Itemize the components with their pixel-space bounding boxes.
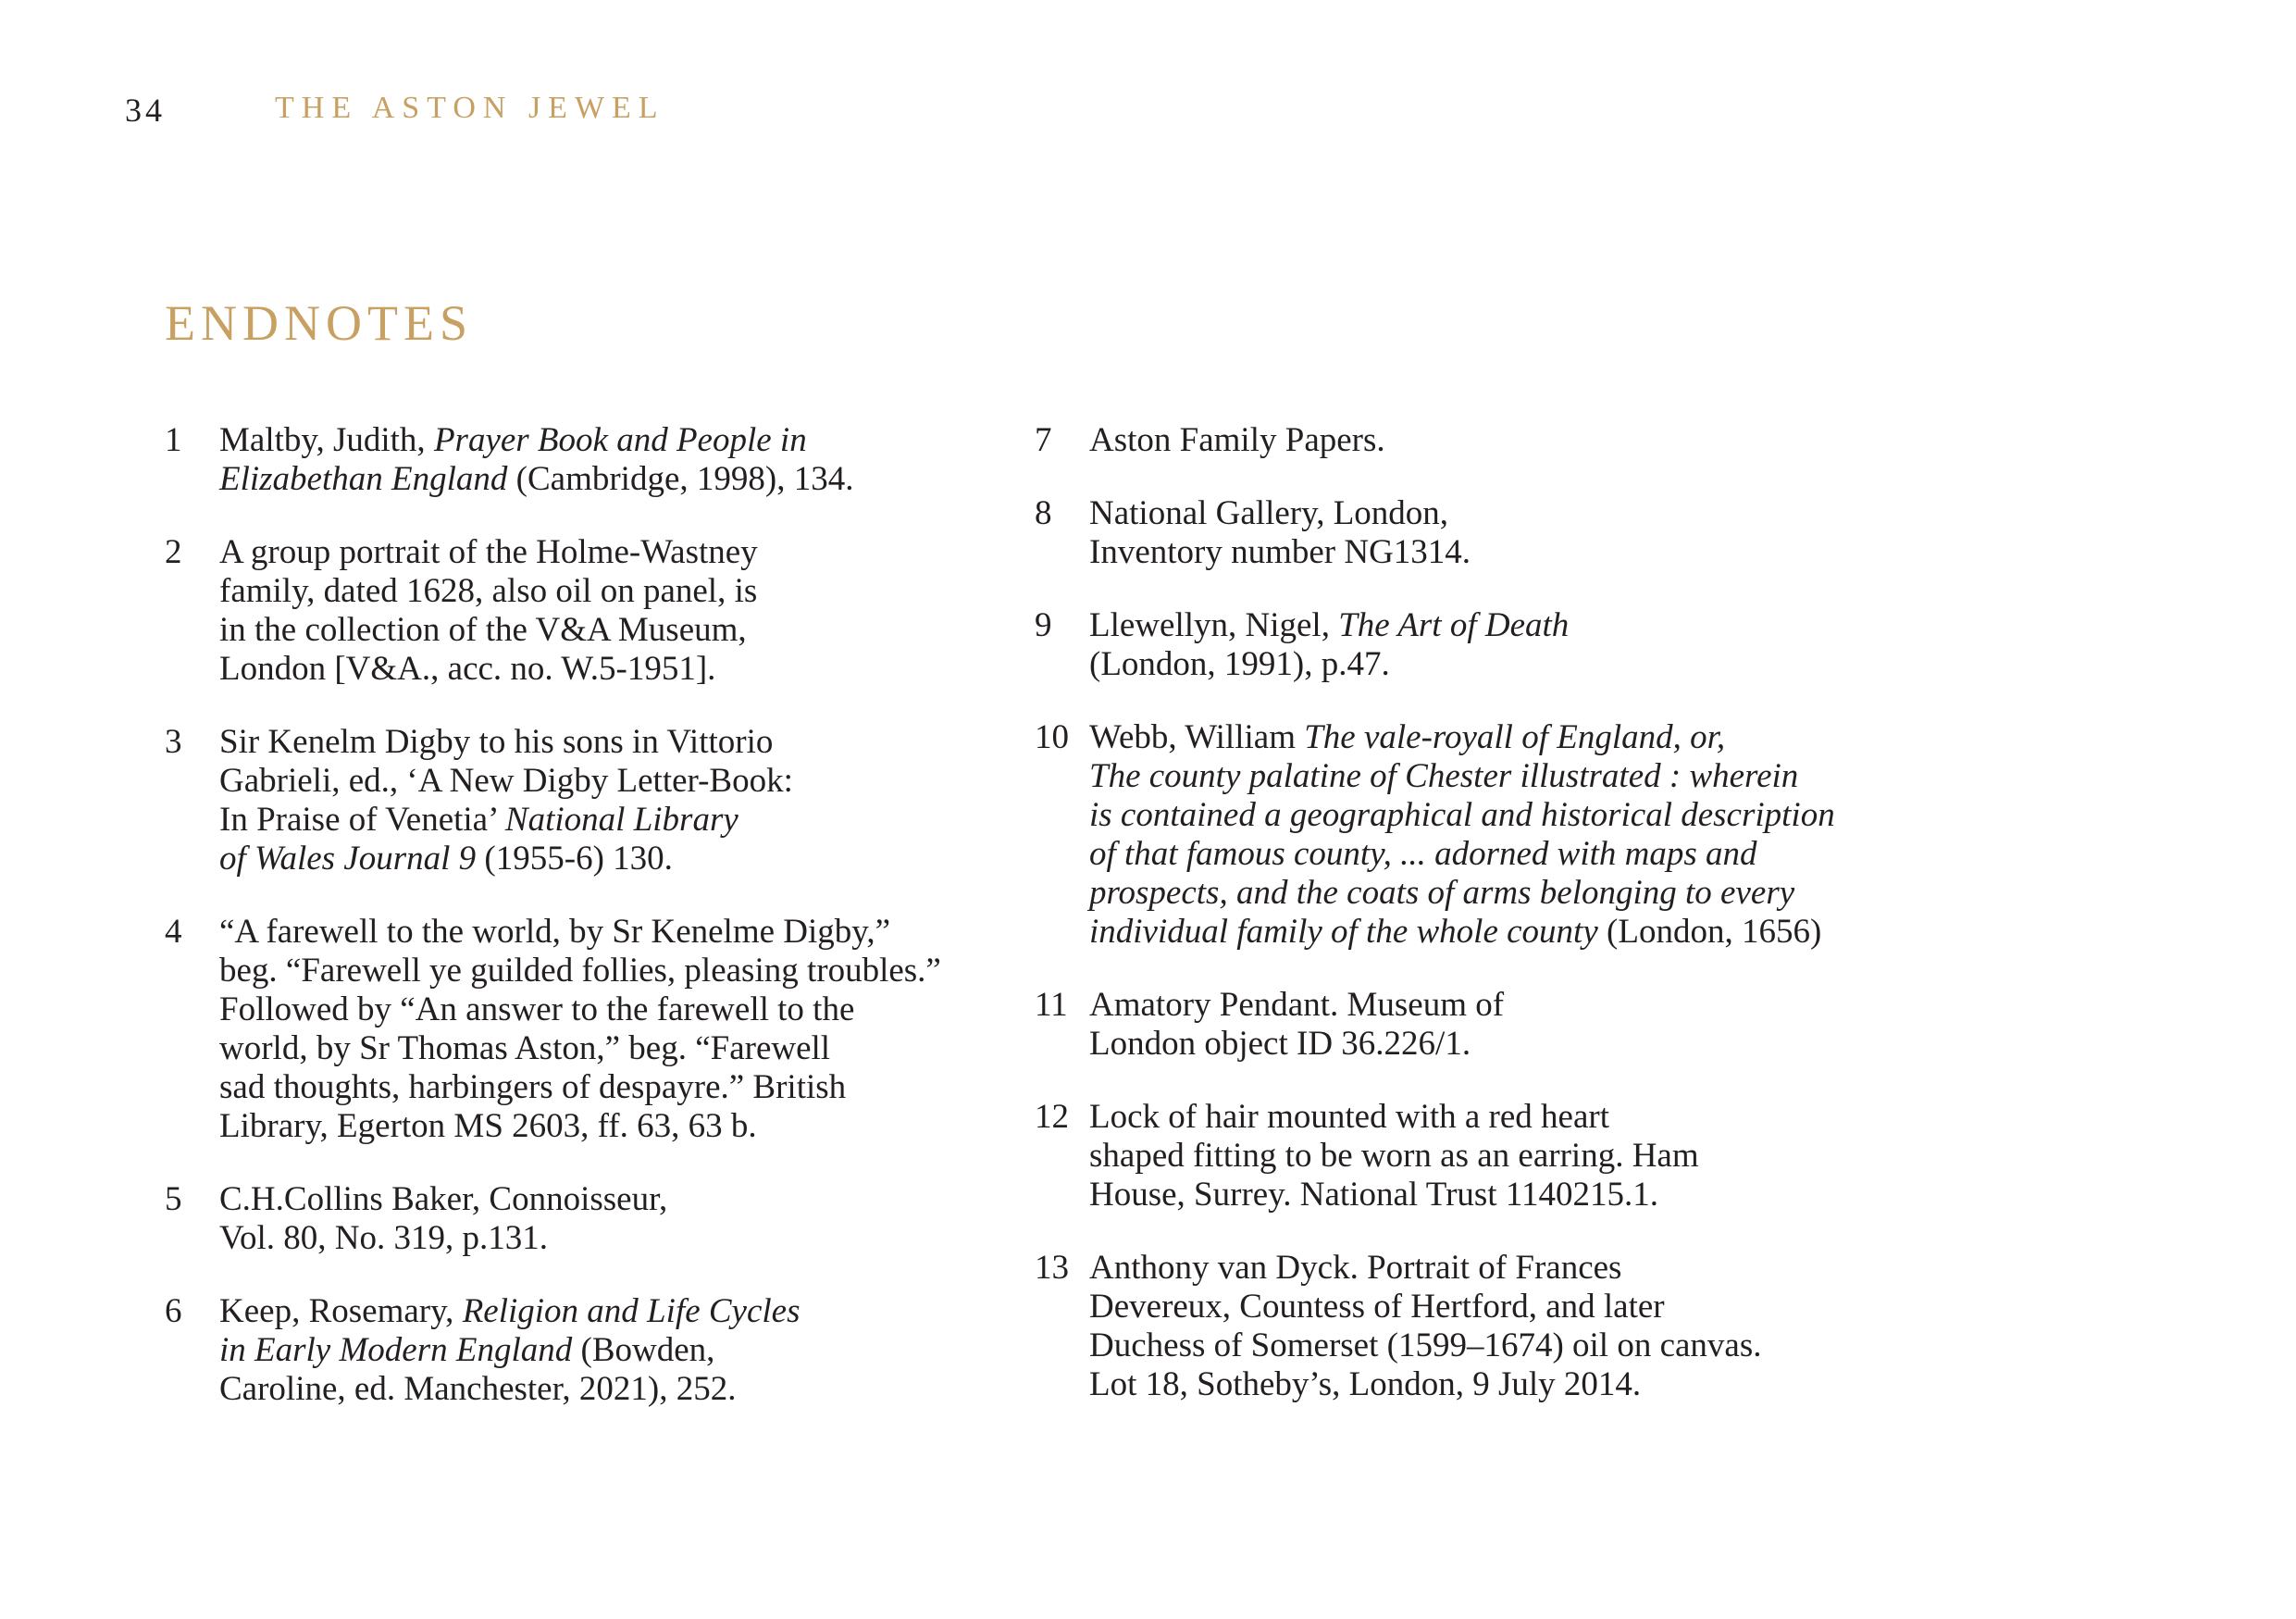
endnote-line: [1089, 1288, 1960, 1326]
endnote-segment: sad thoughts, harbingers of despayre.” British: [219, 1068, 847, 1106]
endnote-line: [1089, 913, 1960, 952]
endnote-number: 4: [165, 913, 182, 951]
endnote-segment: Lot 18, Sotheby’s, London, 9 July 2014.: [1089, 1365, 1642, 1403]
endnote-italic-segment: Elizabethan England: [219, 460, 508, 498]
endnote-line: [219, 421, 998, 460]
endnote-2: [165, 533, 998, 689]
endnote-5: [165, 1180, 998, 1258]
endnote-italic-segment: National Library: [504, 801, 738, 839]
endnote-line: [219, 1292, 998, 1331]
endnote-italic-segment: is contained a geographical and historical description: [1089, 796, 1835, 834]
endnote-line: [219, 1107, 998, 1146]
endnote-line: [1089, 533, 1960, 572]
section-heading: ENDNOTES: [165, 295, 473, 351]
endnote-line: [1089, 1025, 1960, 1064]
endnote-text: [1089, 1098, 1960, 1214]
endnote-line: [1089, 1098, 1960, 1137]
endnote-segment: (London, 1656): [1597, 913, 1822, 951]
endnote-line: [1089, 874, 1960, 913]
endnote-text: [1089, 606, 1960, 684]
endnote-text: [1089, 986, 1960, 1064]
endnote-8: [1035, 494, 1960, 572]
endnote-9: [1035, 606, 1960, 684]
endnote-text: [219, 723, 998, 878]
page-number: 34: [125, 92, 166, 129]
endnote-line: [1089, 606, 1960, 645]
endnote-line: [1089, 718, 1960, 757]
endnote-line: [219, 801, 998, 840]
endnote-7: [1035, 421, 1960, 460]
endnote-segment: beg. “Farewell ye guilded follies, pleasing troubles.”: [219, 952, 941, 990]
endnote-italic-segment: individual family of the whole county: [1089, 913, 1598, 951]
endnote-italic-segment: Religion and Life Cycles: [462, 1292, 800, 1330]
endnote-line: [219, 990, 998, 1029]
endnote-number: 12: [1035, 1098, 1069, 1136]
endnote-line: [1089, 757, 1960, 796]
endnote-line: [1089, 421, 1960, 460]
endnote-line: [1089, 1365, 1960, 1404]
endnote-segment: Maltby, Judith,: [219, 421, 434, 459]
endnote-segment: In Praise of Venetia’: [219, 801, 505, 839]
endnote-segment: House, Surrey. National Trust 1140215.1.: [1089, 1176, 1658, 1214]
endnote-segment: Aston Family Papers.: [1089, 421, 1385, 459]
endnotes-column-left: [165, 421, 998, 1443]
endnote-line: [219, 533, 998, 572]
endnote-text: [219, 1180, 998, 1258]
endnote-text: [1089, 718, 1960, 952]
endnote-italic-segment: The vale-royall of England, or,: [1304, 718, 1726, 756]
endnote-13: [1035, 1249, 1960, 1404]
endnote-6: [165, 1292, 998, 1409]
endnote-line: [1089, 835, 1960, 874]
endnote-line: [219, 840, 998, 878]
endnote-line: [1089, 1176, 1960, 1214]
endnote-line: [219, 1029, 998, 1068]
endnote-line: [1089, 1137, 1960, 1176]
endnote-text: [1089, 494, 1960, 572]
endnote-segment: Webb, William: [1089, 718, 1305, 756]
endnote-segment: Devereux, Countess of Hertford, and later: [1089, 1288, 1665, 1326]
endnote-line: [1089, 1249, 1960, 1288]
endnote-segment: C.H.Collins Baker, Connoisseur,: [219, 1180, 668, 1218]
endnote-number: 3: [165, 723, 182, 761]
endnote-line: [219, 723, 998, 762]
endnote-number: 10: [1035, 718, 1069, 756]
endnote-line: [219, 1370, 998, 1409]
endnote-italic-segment: in Early Modern England: [219, 1331, 573, 1369]
endnote-11: [1035, 986, 1960, 1064]
endnote-3: [165, 723, 998, 878]
endnote-italic-segment: of that famous county, ... adorned with maps and: [1089, 835, 1757, 873]
endnote-italic-segment: prospects, and the coats of arms belonging to every: [1089, 874, 1795, 912]
endnote-segment: Library, Egerton MS 2603, ff. 63, 63 b.: [219, 1107, 757, 1145]
endnote-line: [219, 572, 998, 611]
endnote-text: [1089, 421, 1960, 460]
endnote-line: [219, 913, 998, 952]
endnote-segment: shaped fitting to be worn as an earring. Ham: [1089, 1137, 1699, 1175]
endnote-segment: London object ID 36.226/1.: [1089, 1025, 1471, 1063]
endnote-text: [219, 533, 998, 689]
endnote-segment: world, by Sr Thomas Aston,” beg. “Farewell: [219, 1029, 831, 1067]
endnote-segment: A group portrait of the Holme-Wastney: [219, 533, 758, 571]
endnote-text: [219, 421, 998, 499]
endnote-line: [1089, 796, 1960, 835]
endnote-line: [219, 650, 998, 689]
endnote-number: 13: [1035, 1249, 1069, 1287]
endnote-number: 11: [1035, 986, 1068, 1024]
endnote-segment: Caroline, ed. Manchester, 2021), 252.: [219, 1370, 737, 1408]
endnote-1: [165, 421, 998, 499]
endnote-10: [1035, 718, 1960, 952]
endnote-4: [165, 913, 998, 1146]
endnote-number: 2: [165, 533, 182, 571]
endnote-12: [1035, 1098, 1960, 1214]
endnote-text: [219, 1292, 998, 1409]
endnote-segment: National Gallery, London,: [1089, 494, 1449, 532]
endnote-line: [219, 1180, 998, 1219]
endnote-segment: Followed by “An answer to the farewell to the: [219, 990, 855, 1028]
endnote-number: 1: [165, 421, 182, 459]
endnote-line: [219, 762, 998, 801]
endnote-number: 7: [1035, 421, 1052, 459]
running-head: [125, 91, 958, 137]
book-title: THE ASTON JEWEL: [275, 91, 665, 125]
endnote-segment: Gabrieli, ed., ‘A New Digby Letter-Book:: [219, 762, 793, 800]
endnote-segment: Vol. 80, No. 319, p.131.: [219, 1219, 548, 1257]
endnote-segment: Amatory Pendant. Museum of: [1089, 986, 1505, 1024]
endnote-line: [219, 611, 998, 650]
endnote-line: [1089, 645, 1960, 684]
endnote-number: 8: [1035, 494, 1052, 532]
endnote-text: [219, 913, 998, 1146]
endnote-line: [219, 952, 998, 990]
endnote-segment: in the collection of the V&A Museum,: [219, 611, 747, 649]
endnote-segment: Keep, Rosemary,: [219, 1292, 463, 1330]
endnote-segment: Anthony van Dyck. Portrait of Frances: [1089, 1249, 1622, 1287]
endnote-line: [219, 1219, 998, 1258]
endnote-italic-segment: The county palatine of Chester illustrated : wherein: [1089, 757, 1799, 795]
endnote-segment: (Bowden,: [572, 1331, 715, 1369]
endnote-segment: Sir Kenelm Digby to his sons in Vittorio: [219, 723, 774, 761]
endnote-segment: Llewellyn, Nigel,: [1089, 606, 1339, 644]
endnote-line: [219, 460, 998, 499]
endnote-text: [1089, 1249, 1960, 1404]
endnote-line: [1089, 1326, 1960, 1365]
endnote-segment: Inventory number NG1314.: [1089, 533, 1471, 571]
endnotes-column-right: [1035, 421, 1960, 1438]
endnote-number: 9: [1035, 606, 1052, 644]
endnote-segment: (London, 1991), p.47.: [1089, 645, 1390, 683]
endnote-segment: family, dated 1628, also oil on panel, is: [219, 572, 758, 610]
endnote-line: [1089, 986, 1960, 1025]
endnote-segment: Duchess of Somerset (1599–1674) oil on canvas.: [1089, 1326, 1762, 1364]
endnote-number: 5: [165, 1180, 182, 1218]
endnote-line: [1089, 494, 1960, 533]
endnote-segment: London [V&A., acc. no. W.5-1951].: [219, 650, 716, 688]
endnote-line: [219, 1331, 998, 1370]
endnote-italic-segment: Prayer Book and People in: [433, 421, 807, 459]
endnote-number: 6: [165, 1292, 182, 1330]
endnote-segment: (Cambridge, 1998), 134.: [507, 460, 854, 498]
endnote-segment: (1955-6) 130.: [476, 840, 673, 878]
endnote-italic-segment: The Art of Death: [1338, 606, 1570, 644]
endnote-line: [219, 1068, 998, 1107]
endnote-segment: Lock of hair mounted with a red heart: [1089, 1098, 1609, 1136]
endnote-segment: “A farewell to the world, by Sr Kenelme Digby,”: [219, 913, 891, 951]
endnote-italic-segment: of Wales Journal 9: [219, 840, 477, 878]
